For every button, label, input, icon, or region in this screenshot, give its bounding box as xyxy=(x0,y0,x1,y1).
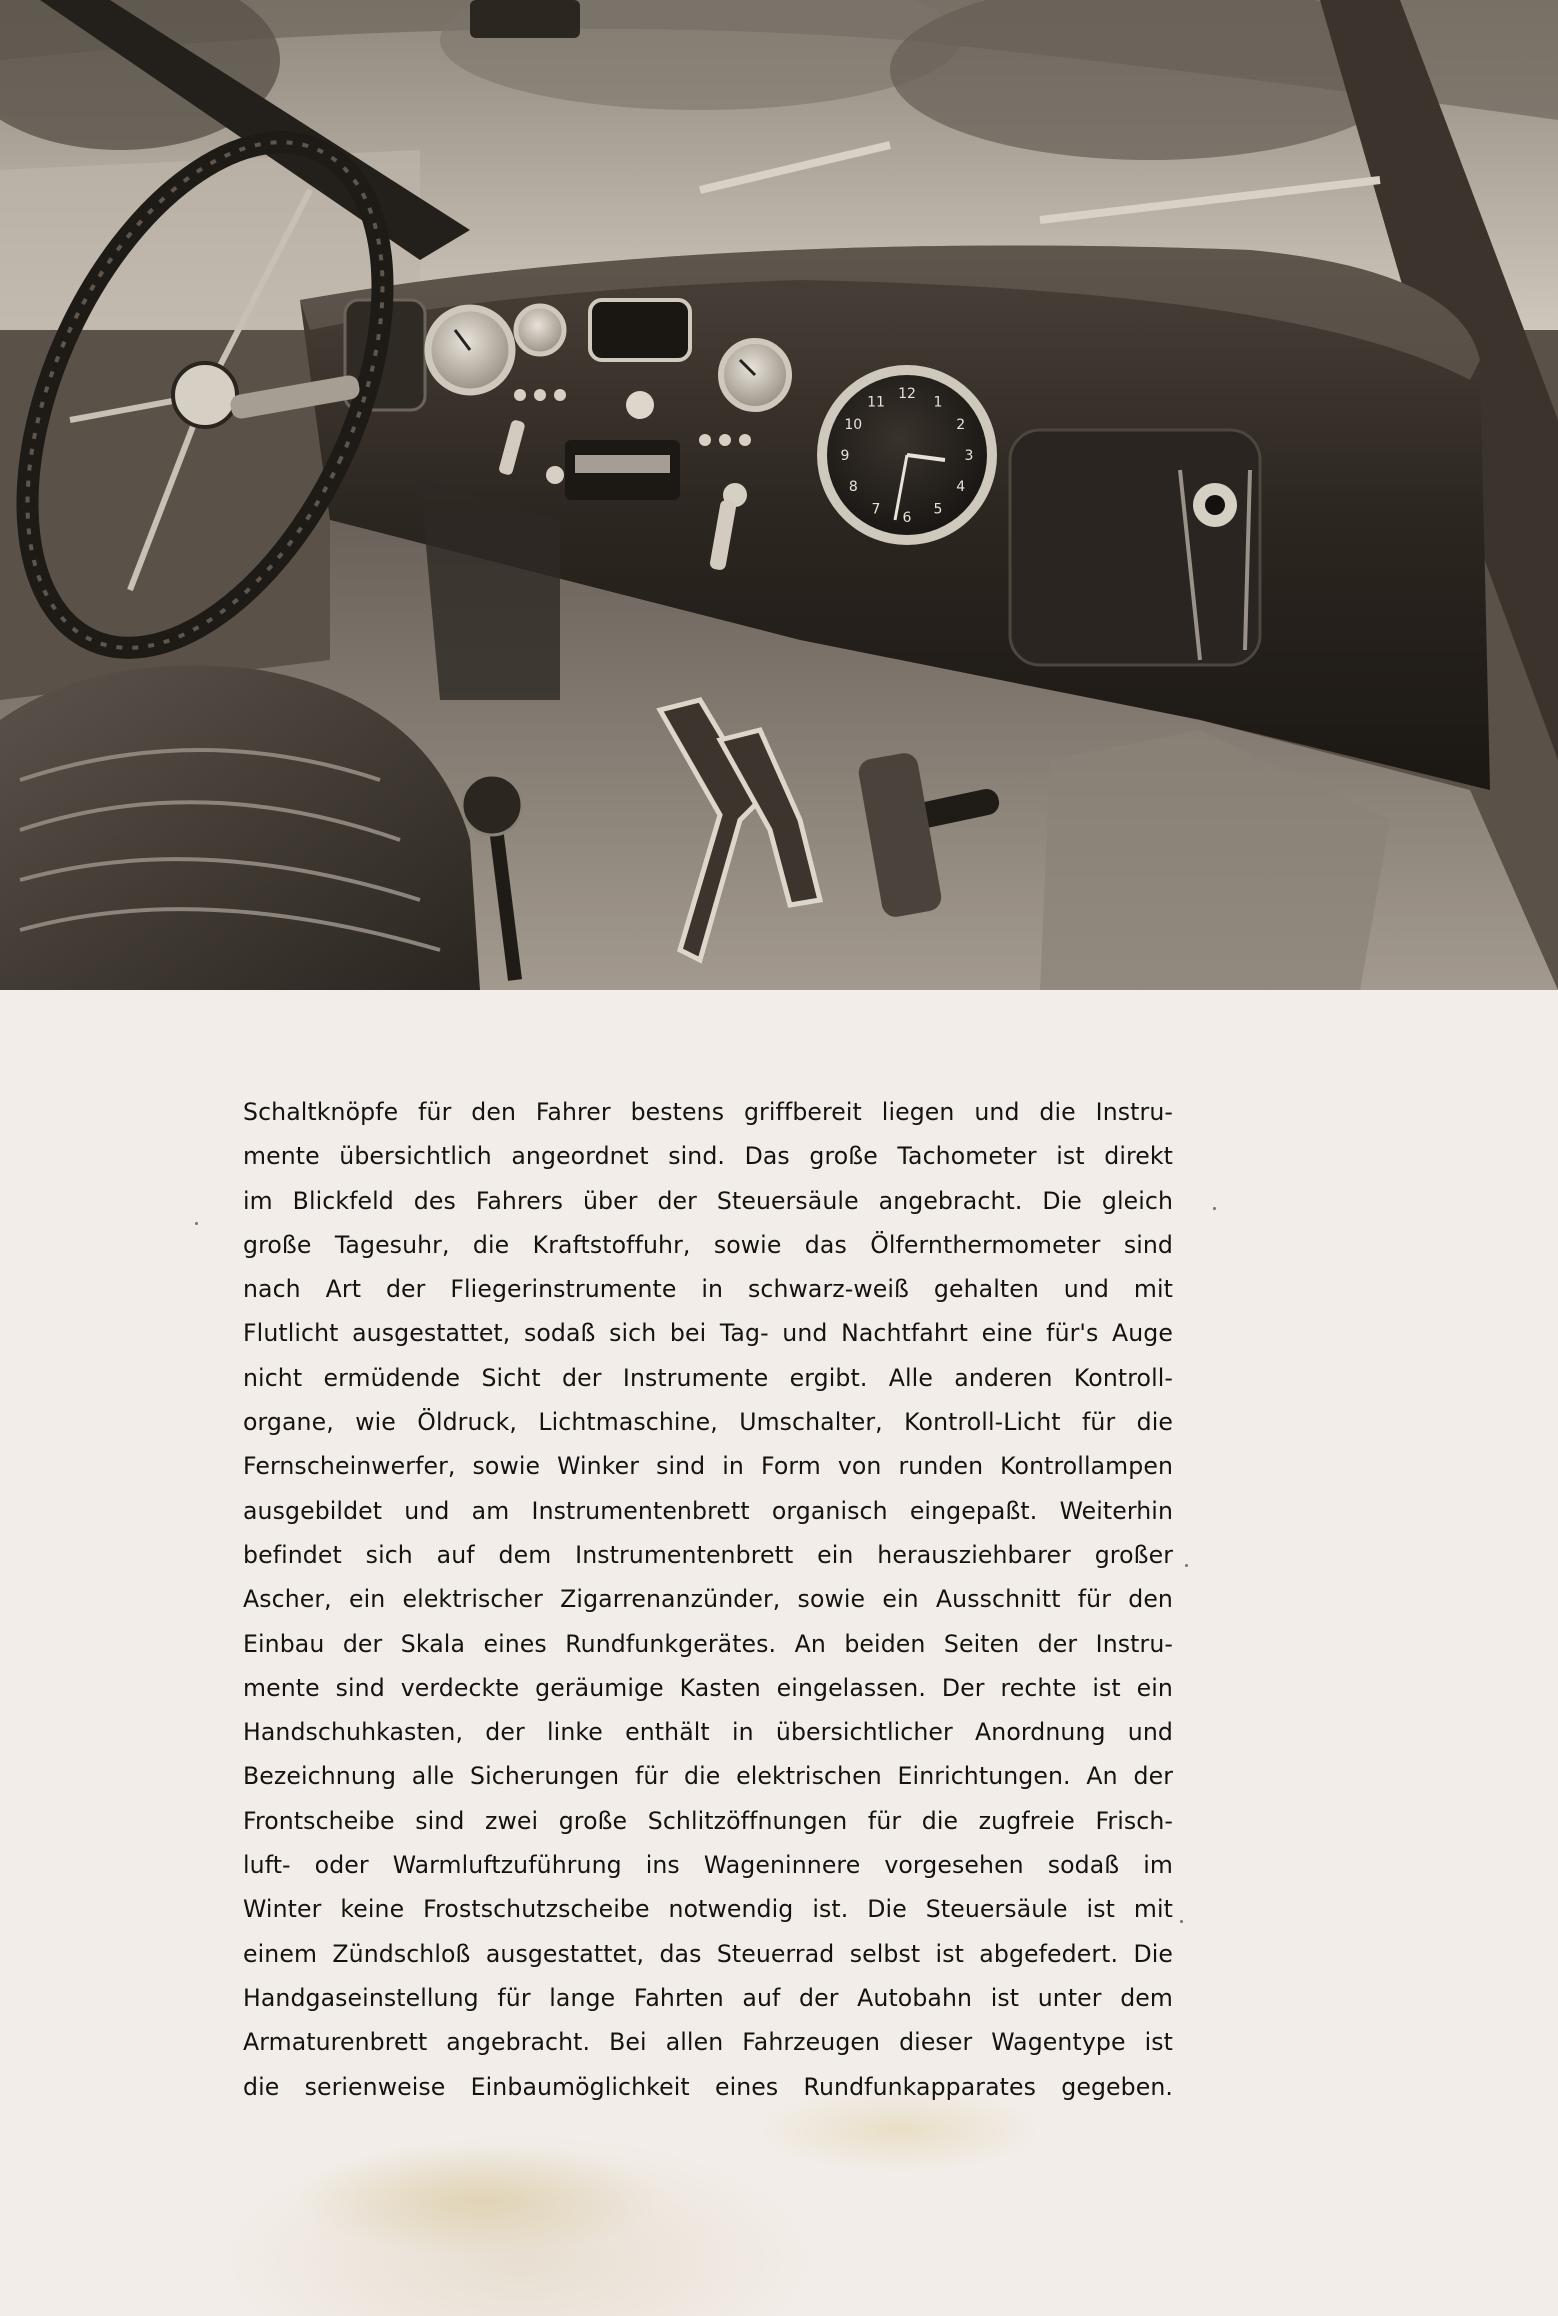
text-line: mente übersichtlich angeordnet sind. Das große Tachometer ist direkt xyxy=(243,1142,1173,1171)
paper-speck xyxy=(1185,1564,1188,1567)
small-gauge xyxy=(516,306,564,354)
ashtray xyxy=(590,300,690,360)
clock-numeral: 1 xyxy=(933,394,943,411)
text-line: einem Zündschloß ausgestattet, das Steuerrad selbst ist abgefedert. Die xyxy=(243,1939,1173,1968)
text-line: Fernscheinwerfer, sowie Winker sind in Form von runden Kontrollampen xyxy=(243,1452,1173,1481)
text-line: Handschuhkasten, der linke enthält in übersichtlicher Anordnung und xyxy=(243,1718,1173,1747)
text-line: Winter keine Frostschutzscheibe notwendig ist. Die Steuersäule ist mit xyxy=(243,1895,1173,1924)
text-line: Armaturenbrett angebracht. Bei allen Fahrzeugen dieser Wagentype ist xyxy=(243,2028,1173,2057)
dashboard-photo xyxy=(0,0,1558,990)
text-line: mente sind verdeckte geräumige Kasten eingelassen. Der rechte ist ein xyxy=(243,1673,1173,1702)
paper-speck xyxy=(1213,1207,1216,1210)
text-line: im Blickfeld des Fahrers über der Steuersäule angebracht. Die gleich xyxy=(243,1186,1173,1215)
clock-numeral: 3 xyxy=(964,448,974,464)
text-line: Ascher, ein elektrischer Zigarrenanzünder, sowie ein Ausschnitt für den xyxy=(243,1585,1173,1614)
paper-speck xyxy=(195,1222,198,1225)
text-line: große Tagesuhr, die Kraftstoffuhr, sowie das Ölfernthermometer sind xyxy=(243,1230,1173,1259)
paper-speck xyxy=(1180,1920,1183,1923)
steering-hub xyxy=(173,363,237,427)
text-line: luft- oder Warmluftzuführung ins Wageninnere vorgesehen sodaß im xyxy=(243,1851,1173,1880)
text-line: ausgebildet und am Instrumentenbrett organisch eingepaßt. Weiterhin xyxy=(243,1496,1173,1525)
text-line: Frontscheibe sind zwei große Schlitzöffnungen für die zugfreie Frisch- xyxy=(243,1806,1173,1835)
clock-numeral: 10 xyxy=(844,417,863,433)
text-line: Bezeichnung alle Sicherungen für die elektrischen Einrichtungen. An der xyxy=(243,1762,1173,1791)
clock-numeral: 7 xyxy=(871,501,881,518)
text-line: Schaltknöpfe für den Fahrer bestens griffbereit liegen und die Instru- xyxy=(243,1098,1173,1126)
text-line: nach Art der Fliegerinstrumente in schwarz-weiß gehalten und mit xyxy=(243,1275,1173,1304)
rear-view-mirror xyxy=(470,0,580,38)
text-line: befindet sich auf dem Instrumentenbrett ein herausziehbarer großer xyxy=(243,1540,1173,1569)
gear-knob xyxy=(462,775,522,835)
clock-numeral: 4 xyxy=(956,479,966,495)
article-body xyxy=(243,1090,1173,2109)
text-line: Einbau der Skala eines Rundfunkgerätes. An beiden Seiten der Instru- xyxy=(243,1629,1173,1658)
text-line: Flutlicht ausgestattet, sodaß sich bei Tag- und Nachtfahrt eine für's Auge xyxy=(243,1319,1173,1348)
clock-numeral: 8 xyxy=(848,479,858,495)
clock-numeral: 11 xyxy=(867,394,885,411)
glove-box xyxy=(1010,430,1260,665)
clock-numeral: 9 xyxy=(840,448,850,464)
clock-numeral: 6 xyxy=(902,510,912,526)
dashboard-illustration xyxy=(0,0,1558,990)
text-line: die serienweise Einbaumöglichkeit eines Rundfunkapparates gegeben. xyxy=(243,2072,1173,2101)
clock-numeral: 12 xyxy=(898,386,916,402)
clock-numeral: 5 xyxy=(933,501,943,518)
text-line: nicht ermüdende Sicht der Instrumente ergibt. Alle anderen Kontroll- xyxy=(243,1363,1173,1392)
text-line: organe, wie Öldruck, Lichtmaschine, Umschalter, Kontroll-Licht für die xyxy=(243,1408,1173,1437)
clock-numeral: 2 xyxy=(956,417,966,433)
cigar-lighter xyxy=(626,391,654,419)
text-line: Handgaseinstellung für lange Fahrten auf der Autobahn ist unter dem xyxy=(243,1983,1173,2012)
